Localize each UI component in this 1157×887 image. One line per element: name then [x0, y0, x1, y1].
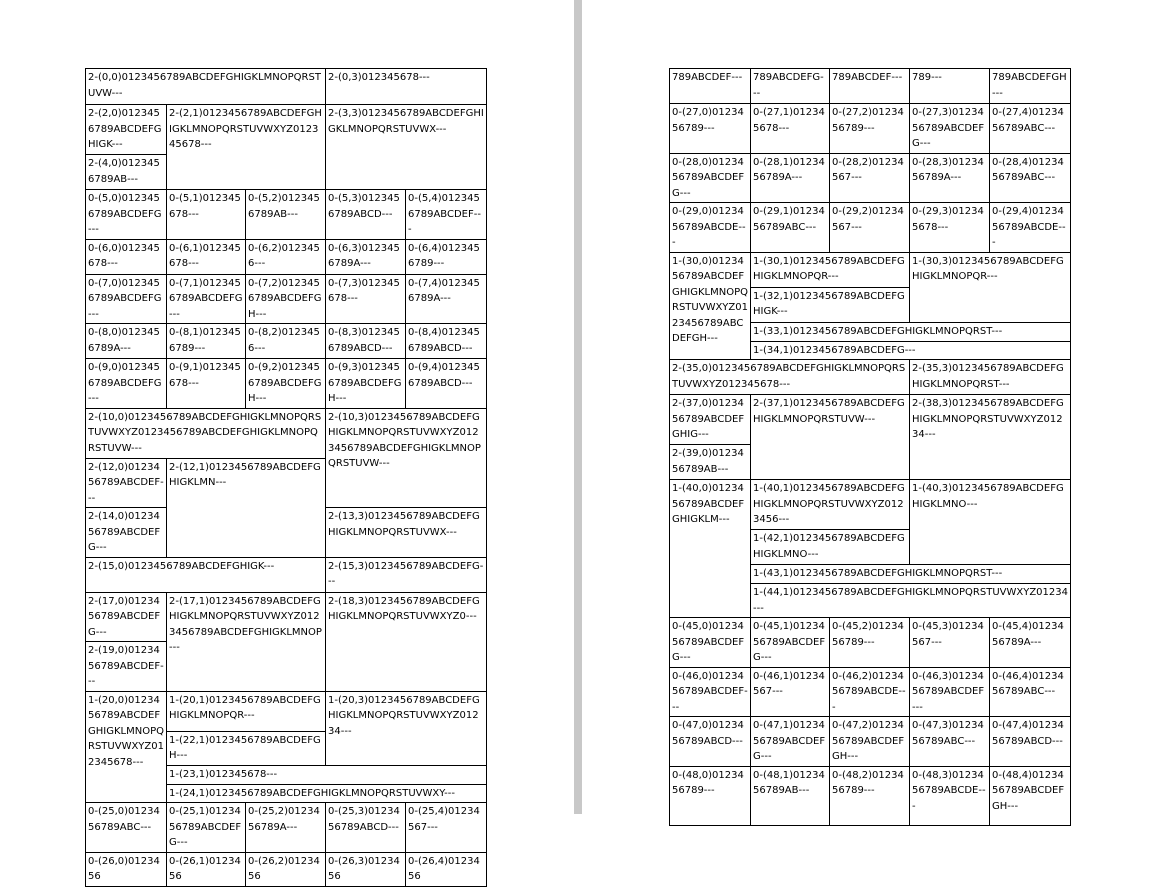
table-cell: 2-(39,0)0123456789AB--- — [670, 445, 751, 480]
table-cell: 0-(48,0)0123456789--- — [670, 766, 751, 825]
table-cell: 0-(28,1)0123456789A--- — [751, 153, 830, 203]
table-cell: 0-(47,1)0123456789ABCDEFG--- — [751, 717, 830, 767]
table-cell: 0-(8,2)0123456--- — [246, 324, 326, 359]
table-cell: 1-(32,1)0123456789ABCDEFGHIGK--- — [751, 287, 910, 322]
table-cell: 0-(5,0)0123456789ABCDEFG--- — [86, 190, 167, 240]
table-cell: 0-(26,1)0123456 — [167, 852, 246, 886]
table-cell: 2-(17,1)0123456789ABCDEFGHIGKLMNOPQRSTUVWXYZ0123456789ABCDEFGHIGKLMNOP--- — [167, 592, 326, 691]
table-cell: 2-(14,0)0123456789ABCDEFG--- — [86, 508, 167, 558]
table-cell: 0-(29,1)0123456789ABC--- — [751, 203, 830, 253]
table-cell: 0-(8,0)0123456789A--- — [86, 324, 167, 359]
table-cell: 0-(48,1)0123456789AB--- — [751, 766, 830, 825]
table-cell: 0-(27,2)0123456789--- — [830, 104, 910, 154]
table-row — [670, 766, 1071, 825]
table-row — [86, 274, 487, 324]
table-cell: 0-(27,0)0123456789--- — [670, 104, 751, 154]
table-cell: 2-(2,0)0123456789ABCDEFGHIGK--- — [86, 105, 167, 155]
table-row — [670, 69, 1071, 104]
table-cell: 0-(26,0)0123456 — [86, 852, 167, 886]
table-cell: 0-(29,0)0123456789ABCDE--- — [670, 203, 751, 253]
table-cell: 0-(45,0)0123456789ABCDEFG--- — [670, 618, 751, 668]
table-cell: 1-(24,1)0123456789ABCDEFGHIGKLMNOPQRSTUVWXY--- — [167, 784, 487, 803]
table-cell: 0-(6,3)0123456789A--- — [326, 239, 406, 274]
table-cell: 2-(38,3)0123456789ABCDEFGHIGKLMNOPQRSTUVWXYZ01234--- — [910, 395, 1071, 480]
table-row — [86, 592, 487, 642]
table-cell: 0-(28,3)0123456789A--- — [910, 153, 990, 203]
table-cell: 2-(12,0)0123456789ABCDEF--- — [86, 458, 167, 508]
table-cell: 0-(47,0)0123456789ABCD--- — [670, 717, 751, 767]
table-cell: 0-(9,3)0123456789ABCDEFGH--- — [326, 359, 406, 409]
table-cell: 2-(17,0)0123456789ABCDEFG--- — [86, 592, 167, 642]
table-cell: 1-(44,1)0123456789ABCDEFGHIGKLMNOPQRSTUVWXYZ01234--- — [751, 584, 1071, 618]
table-cell: 2-(19,0)0123456789ABCDEF--- — [86, 642, 167, 692]
table-cell: 1-(22,1)0123456789ABCDEFGH--- — [167, 731, 326, 765]
table-row — [670, 717, 1071, 767]
table-cell: 0-(48,4)0123456789ABCDEFGH--- — [990, 766, 1071, 825]
left-table — [85, 68, 487, 887]
table-cell: 0-(45,2)0123456789--- — [830, 618, 910, 668]
table-cell: 0-(9,1)012345678--- — [167, 359, 246, 409]
table-cell: 0-(48,2)0123456789--- — [830, 766, 910, 825]
table-cell: 0-(5,2)0123456789AB--- — [246, 190, 326, 240]
table-cell: 0-(8,1)0123456789--- — [167, 324, 246, 359]
table-cell: 2-(15,0)0123456789ABCDEFGHIGK--- — [86, 557, 326, 592]
left-page — [0, 0, 574, 882]
table-cell: 0-(9,2)0123456789ABCDEFGH--- — [246, 359, 326, 409]
table-cell: 1-(23,1)012345678--- — [167, 765, 487, 784]
table-row — [86, 359, 487, 409]
table-row — [86, 691, 487, 731]
table-cell: 0-(47,3)0123456789ABC--- — [910, 717, 990, 767]
table-cell: 0-(29,4)0123456789ABCDE--- — [990, 203, 1071, 253]
table-cell: 1-(43,1)0123456789ABCDEFGHIGKLMNOPQRST--- — [751, 565, 1071, 584]
table-cell: 2-(12,1)0123456789ABCDEFGHIGKLMN--- — [167, 458, 326, 557]
table-cell: 0-(7,4)0123456789A--- — [406, 274, 487, 324]
table-cell: 0-(6,1)012345678--- — [167, 239, 246, 274]
table-cell: 0-(29,3)012345678--- — [910, 203, 990, 253]
table-row — [86, 105, 487, 155]
table-row — [86, 557, 487, 592]
table-cell: 1-(33,1)0123456789ABCDEFGHIGKLMNOPQRST--- — [751, 322, 1071, 341]
table-cell: 0-(46,2)0123456789ABCDE--- — [830, 667, 910, 717]
table-cell: 1-(20,0)0123456789ABCDEFGHIGKLMNOPQRSTUVWXYZ012345678--- — [86, 691, 167, 803]
table-cell: 0-(26,4)0123456 — [406, 852, 487, 886]
table-row — [670, 203, 1071, 253]
table-row — [86, 190, 487, 240]
table-cell: 2-(4,0)0123456789AB--- — [86, 155, 167, 190]
table-cell: 0-(48,3)0123456789ABCDE--- — [910, 766, 990, 825]
right-page — [582, 0, 1157, 814]
table-cell: 2-(37,0)0123456789ABCDEFGHIG--- — [670, 395, 751, 445]
table-cell: 0-(45,4)0123456789A--- — [990, 618, 1071, 668]
table-row — [86, 69, 487, 105]
table-cell: 0-(6,4)0123456789--- — [406, 239, 487, 274]
table-cell: 0-(46,1)01234567--- — [751, 667, 830, 717]
table-cell: 0-(5,4)0123456789ABCDEF--- — [406, 190, 487, 240]
table-cell: 789ABCDEF--- — [830, 69, 910, 104]
table-cell: 0-(26,3)0123456 — [326, 852, 406, 886]
table-cell: 2-(13,3)0123456789ABCDEFGHIGKLMNOPQRSTUVWX--- — [326, 508, 487, 558]
page-gutter — [574, 0, 582, 814]
table-cell: 0-(26,2)0123456 — [246, 852, 326, 886]
table-cell: 2-(10,0)0123456789ABCDEFGHIGKLMNOPQRSTUVWXYZ0123456789ABCDEFGHIGKLMNOPQRSTUVW--- — [86, 408, 326, 458]
table-cell: 0-(8,4)0123456789ABCD--- — [406, 324, 487, 359]
table-cell: 2-(35,0)0123456789ABCDEFGHIGKLMNOPQRSTUVWXYZ012345678--- — [670, 360, 910, 395]
table-cell: 0-(46,0)0123456789ABCDEF--- — [670, 667, 751, 717]
table-row — [86, 324, 487, 359]
table-cell: 1-(40,3)0123456789ABCDEFGHIGKLMNO--- — [910, 480, 1071, 565]
table-cell: 0-(25,0)0123456789ABC--- — [86, 803, 167, 853]
table-cell: 0-(27,1)012345678--- — [751, 104, 830, 154]
table-cell: 789ABCDEF--- — [670, 69, 751, 104]
table-cell: 0-(45,3)01234567--- — [910, 618, 990, 668]
table-cell: 2-(10,3)0123456789ABCDEFGHIGKLMNOPQRSTUVWXYZ0123456789ABCDEFGHIGKLMNOPQRSTUVW--- — [326, 408, 487, 508]
table-cell: 1-(20,3)0123456789ABCDEFGHIGKLMNOPQRSTUVWXYZ01234--- — [326, 691, 487, 765]
table-cell: 0-(27,3)0123456789ABCDEFG--- — [910, 104, 990, 154]
table-cell: 789ABCDEFGH--- — [990, 69, 1071, 104]
table-cell: 2-(3,3)0123456789ABCDEFGHIGKLMNOPQRSTUVWX--- — [326, 105, 487, 190]
table-cell: 0-(47,2)0123456789ABCDEFGH--- — [830, 717, 910, 767]
table-cell: 0-(29,2)01234567--- — [830, 203, 910, 253]
table-row — [670, 252, 1071, 287]
table-cell: 1-(40,1)0123456789ABCDEFGHIGKLMNOPQRSTUVWXYZ0123456--- — [751, 480, 910, 530]
table-cell: 0-(45,1)0123456789ABCDEFG--- — [751, 618, 830, 668]
table-cell: 0-(7,2)0123456789ABCDEFGH--- — [246, 274, 326, 324]
table-cell: 0-(9,0)0123456789ABCDEFG--- — [86, 359, 167, 409]
table-row — [670, 395, 1071, 445]
table-cell: 0-(7,3)012345678--- — [326, 274, 406, 324]
table-cell: 2-(0,3)012345678--- — [326, 69, 487, 105]
table-cell: 0-(25,2)0123456789A--- — [246, 803, 326, 853]
table-row — [670, 104, 1071, 154]
table-cell: 789ABCDEFG--- — [751, 69, 830, 104]
table-cell: 2-(18,3)0123456789ABCDEFGHIGKLMNOPQRSTUVWXYZ0--- — [326, 592, 487, 691]
table-cell: 0-(28,4)0123456789ABC--- — [990, 153, 1071, 203]
table-cell: 0-(8,3)0123456789ABCD--- — [326, 324, 406, 359]
table-cell: 2-(15,3)0123456789ABCDEFG--- — [326, 557, 487, 592]
table-cell: 0-(9,4)0123456789ABCD--- — [406, 359, 487, 409]
table-cell: 0-(6,2)0123456--- — [246, 239, 326, 274]
table-cell: 2-(2,1)0123456789ABCDEFGHIGKLMNOPQRSTUVWXYZ012345678--- — [167, 105, 326, 190]
table-cell: 0-(5,3)0123456789ABCD--- — [326, 190, 406, 240]
table-row — [670, 480, 1071, 530]
table-row — [670, 618, 1071, 668]
table-cell: 2-(35,3)0123456789ABCDEFGHIGKLMNOPQRST--- — [910, 360, 1071, 395]
table-row — [670, 153, 1071, 203]
table-cell: 0-(25,3)0123456789ABCD--- — [326, 803, 406, 853]
table-cell: 0-(47,4)0123456789ABCD--- — [990, 717, 1071, 767]
table-row — [670, 667, 1071, 717]
table-cell: 0-(27,4)0123456789ABC--- — [990, 104, 1071, 154]
table-cell: 0-(28,2)01234567--- — [830, 153, 910, 203]
table-cell: 2-(37,1)0123456789ABCDEFGHIGKLMNOPQRSTUVW--- — [751, 395, 910, 480]
table-cell: 0-(6,0)012345678--- — [86, 239, 167, 274]
table-cell: 1-(30,1)0123456789ABCDEFGHIGKLMNOPQR--- — [751, 252, 910, 287]
table-cell: 0-(5,1)012345678--- — [167, 190, 246, 240]
table-row — [86, 408, 487, 458]
table-cell: 0-(7,1)0123456789ABCDEFG--- — [167, 274, 246, 324]
table-cell: 1-(34,1)0123456789ABCDEFG--- — [751, 341, 1071, 360]
table-cell: 1-(30,3)0123456789ABCDEFGHIGKLMNOPQR--- — [910, 252, 1071, 322]
table-cell: 0-(28,0)0123456789ABCDEFG--- — [670, 153, 751, 203]
table-row — [86, 852, 487, 886]
table-cell: 1-(40,0)0123456789ABCDEFGHIGKLM--- — [670, 480, 751, 618]
table-row — [670, 360, 1071, 395]
table-cell: 1-(30,0)0123456789ABCDEFGHIGKLMNOPQRSTUVWXYZ0123456789ABCDEFGH--- — [670, 252, 751, 360]
table-row — [86, 803, 487, 853]
table-row — [86, 239, 487, 274]
table-cell: 0-(46,4)0123456789ABC--- — [990, 667, 1071, 717]
table-cell: 0-(25,1)0123456789ABCDEFG--- — [167, 803, 246, 853]
table-cell: 0-(7,0)0123456789ABCDEFG--- — [86, 274, 167, 324]
table-cell: 0-(46,3)0123456789ABCDEF--- — [910, 667, 990, 717]
table-cell: 1-(20,1)0123456789ABCDEFGHIGKLMNOPQR--- — [167, 691, 326, 731]
table-cell: 2-(0,0)0123456789ABCDEFGHIGKLMNOPQRSTUVW--- — [86, 69, 326, 105]
right-table — [669, 68, 1071, 826]
table-cell: 789--- — [910, 69, 990, 104]
table-cell: 1-(42,1)0123456789ABCDEFGHIGKLMNO--- — [751, 530, 910, 565]
table-cell: 0-(25,4)01234567--- — [406, 803, 487, 853]
